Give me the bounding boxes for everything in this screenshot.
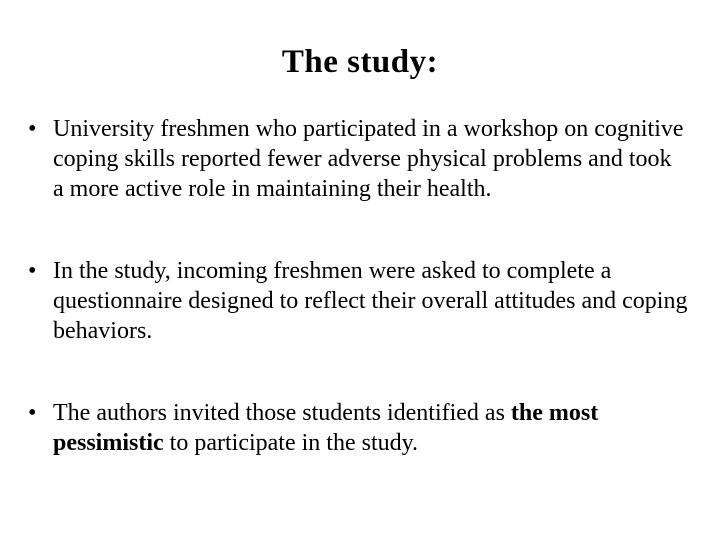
- bullet-icon: •: [28, 258, 37, 284]
- bullet-text-after: to participate in the study.: [163, 430, 419, 456]
- bullet-text: In the study, incoming freshmen were asked to complete a questionnaire designed to reflect their overall attitudes and coping behaviors.: [53, 258, 688, 344]
- bullet-item: [28, 256, 688, 346]
- bullet-emphasis: the most pessimistic: [53, 400, 599, 456]
- bullet-item: [28, 114, 688, 204]
- slide-title: The study:: [281, 44, 439, 80]
- bullet-text-before: The authors invited those students identified as: [53, 400, 511, 426]
- bullet-item: [28, 398, 688, 458]
- bullet-text: University freshmen who participated in a workshop on cognitive coping skills reported fewer adverse physical problems and took a more active role in maintaining their health.: [53, 116, 684, 202]
- bullet-icon: •: [28, 400, 37, 426]
- bullet-icon: •: [28, 116, 37, 142]
- bullet-list: [28, 114, 688, 458]
